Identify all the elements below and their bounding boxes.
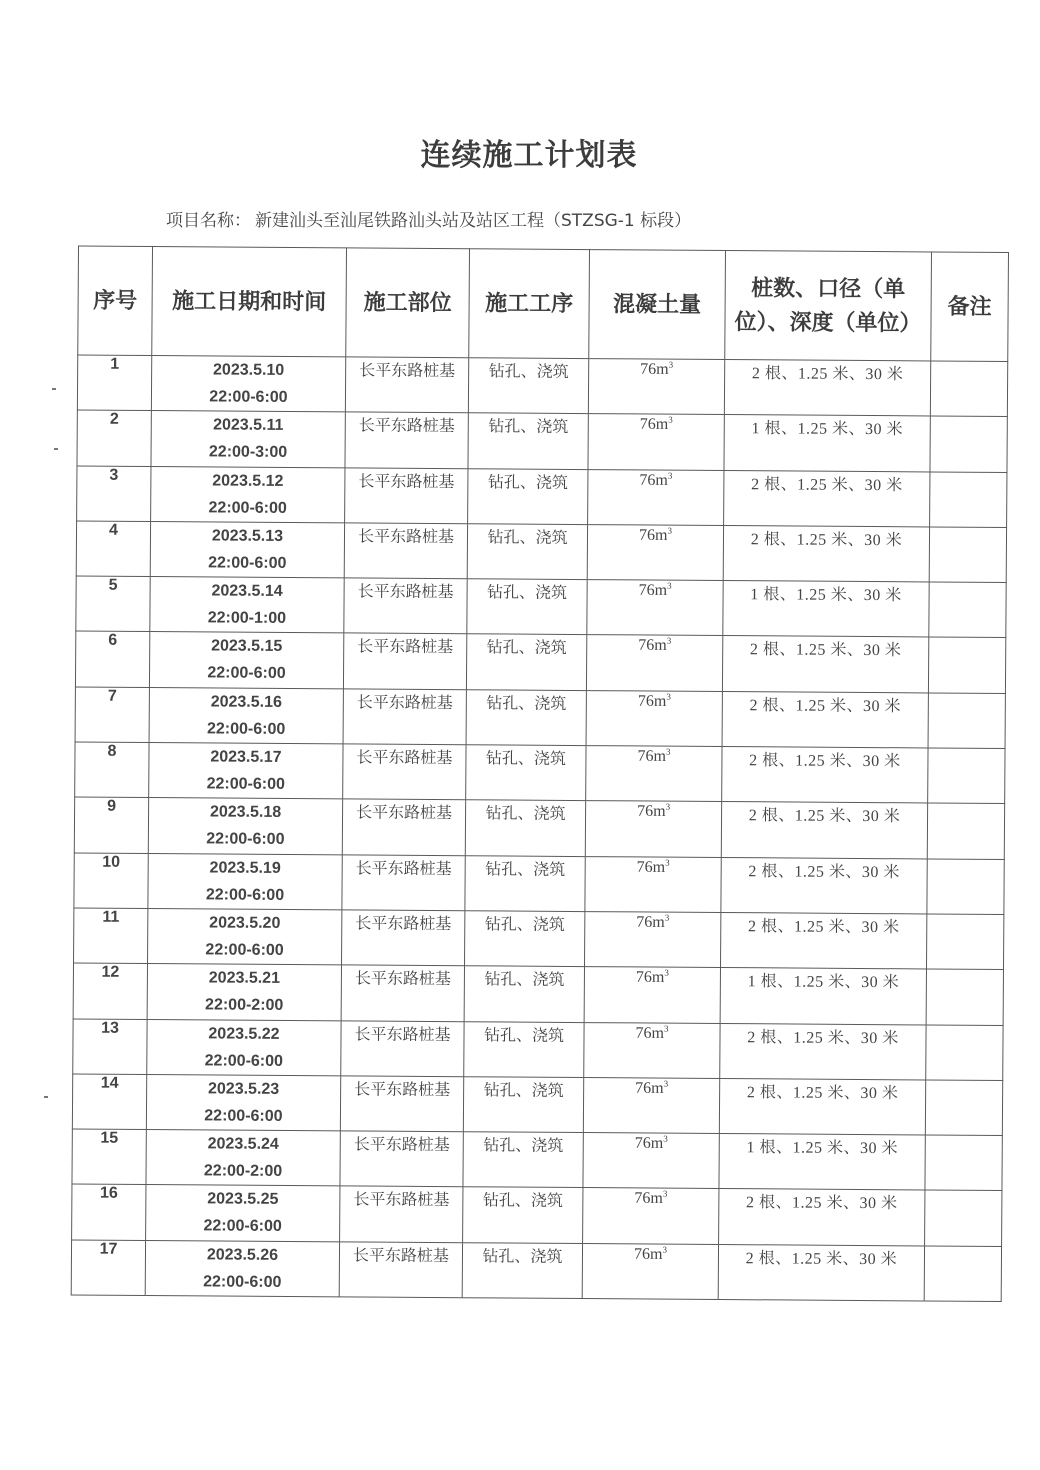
project-name-line [166, 206, 691, 231]
cell-remark [928, 637, 1005, 693]
cell-remark [925, 1135, 1002, 1191]
cell-pile-spec: 2 根、1.25 米、30 米 [719, 1078, 925, 1135]
cell-location: 长平东路桩基 [344, 578, 467, 634]
cell-concrete-volume [583, 1077, 719, 1133]
table-row [74, 853, 1004, 915]
page-title: 连续施工计划表 [420, 138, 638, 173]
cell-location: 长平东路桩基 [345, 467, 468, 523]
cell-process: 钻孔、浇筑 [464, 966, 584, 1022]
header-date-time: 施工日期和时间 [152, 247, 347, 357]
volume-unit-superscript: 3 [666, 636, 672, 647]
cell-date: 2023.5.21 [208, 969, 281, 988]
header-concrete-volume: 混凝土量 [589, 250, 726, 360]
cell-date-time [150, 577, 344, 634]
table-row [73, 1019, 1003, 1081]
cell-time: 22:00-2:00 [203, 1162, 283, 1181]
cell-concrete-volume [585, 856, 721, 912]
volume-unit-superscript: 3 [665, 746, 671, 757]
volume-unit-superscript: 3 [668, 359, 674, 370]
cell-location: 长平东路桩基 [342, 799, 465, 855]
cell-concrete-volume [583, 1188, 719, 1244]
cell-process: 钻孔、浇筑 [463, 1132, 583, 1188]
table-row [76, 576, 1006, 638]
volume-value: 76m [635, 969, 665, 987]
cell-location: 长平东路桩基 [345, 412, 468, 468]
cell-seq-no: 4 [76, 521, 150, 577]
cell-remark [927, 859, 1004, 915]
cell-pile-spec: 2 根、1.25 米、30 米 [720, 1023, 926, 1080]
cell-pile-spec: 2 根、1.25 米、30 米 [720, 912, 926, 969]
volume-value: 76m [638, 581, 668, 600]
cell-seq-no: 12 [73, 963, 147, 1019]
cell-time: 22:00-6:00 [204, 1051, 284, 1070]
scan-speck [52, 388, 56, 390]
cell-date: 2023.5.26 [206, 1246, 279, 1264]
cell-concrete-volume [588, 469, 724, 525]
table-row [75, 631, 1005, 693]
volume-value: 76m [637, 803, 666, 821]
table-row [75, 742, 1005, 804]
cell-date: 2023.5.20 [209, 914, 281, 932]
cell-process: 钻孔、浇筑 [465, 855, 585, 911]
construction-plan-table-container [71, 246, 1008, 1303]
cell-seq-no: 11 [74, 908, 148, 964]
cell-time: 22:00-6:00 [205, 886, 285, 904]
cell-date-time [146, 1185, 340, 1242]
volume-value: 76m [639, 416, 669, 434]
volume-value: 76m [635, 1024, 665, 1042]
cell-seq-no: 10 [74, 853, 148, 909]
cell-date-time [150, 521, 344, 578]
cell-concrete-volume [584, 967, 720, 1023]
table-row [74, 797, 1004, 859]
cell-process: 钻孔、浇筑 [466, 634, 586, 690]
cell-date-time [149, 743, 343, 800]
cell-time: 22:00-6:00 [205, 941, 284, 959]
volume-unit-superscript: 3 [667, 525, 673, 536]
cell-pile-spec: 2 根、1.25 米、30 米 [724, 360, 930, 417]
cell-remark [926, 969, 1003, 1025]
cell-date-time [146, 1074, 340, 1131]
volume-value: 76m [634, 1134, 664, 1153]
cell-remark [929, 582, 1006, 638]
volume-unit-superscript: 3 [663, 1078, 669, 1089]
cell-pile-spec: 1 根、1.25 米、30 米 [719, 1134, 925, 1191]
cell-seq-no: 13 [73, 1019, 147, 1075]
cell-time: 22:00-6:00 [204, 1107, 283, 1125]
cell-process: 钻孔、浇筑 [463, 1187, 583, 1243]
cell-concrete-volume [587, 580, 723, 636]
cell-pile-spec: 2 根、1.25 米、30 米 [719, 1189, 925, 1246]
cell-time: 22:00-1:00 [207, 609, 287, 628]
cell-process: 钻孔、浇筑 [466, 690, 586, 746]
cell-process: 钻孔、浇筑 [462, 1242, 582, 1298]
cell-location: 长平东路桩基 [344, 523, 467, 579]
cell-date: 2023.5.23 [207, 1080, 280, 1098]
volume-value: 76m [637, 692, 667, 710]
volume-unit-superscript: 3 [665, 801, 671, 813]
cell-time: 22:00-6:00 [208, 499, 287, 517]
cell-date: 2023.5.25 [207, 1190, 279, 1209]
volume-unit-superscript: 3 [662, 1189, 668, 1200]
cell-concrete-volume [588, 359, 724, 415]
table-body [71, 355, 1008, 1302]
volume-value: 76m [633, 1245, 663, 1263]
cell-time: 22:00-6:00 [206, 830, 285, 849]
volume-unit-superscript: 3 [662, 1244, 668, 1255]
cell-remark [928, 748, 1005, 804]
cell-date-time [148, 853, 342, 910]
cell-time: 22:00-6:00 [206, 775, 285, 794]
cell-remark [926, 1025, 1003, 1081]
cell-location: 长平东路桩基 [342, 855, 465, 911]
volume-value: 76m [640, 360, 669, 378]
table-header-row [78, 246, 1009, 361]
volume-value: 76m [639, 471, 668, 489]
cell-seq-no: 1 [77, 355, 151, 411]
volume-unit-superscript: 3 [664, 912, 670, 923]
cell-concrete-volume [584, 912, 720, 968]
cell-pile-spec: 2 根、1.25 米、30 米 [722, 691, 928, 748]
scan-speck [44, 1096, 48, 1098]
cell-time: 22:00-6:00 [209, 388, 288, 406]
cell-concrete-volume [582, 1243, 718, 1299]
cell-location: 长平东路桩基 [341, 965, 464, 1021]
cell-date: 2023.5.12 [212, 472, 284, 490]
cell-time: 22:00-6:00 [203, 1273, 282, 1291]
cell-time: 22:00-6:00 [206, 720, 286, 738]
cell-process: 钻孔、浇筑 [466, 745, 586, 801]
volume-value: 76m [636, 913, 665, 931]
cell-pile-spec: 2 根、1.25 米、30 米 [722, 747, 928, 804]
cell-date: 2023.5.14 [211, 582, 283, 601]
cell-pile-spec: 1 根、1.25 米、30 米 [720, 968, 926, 1025]
cell-seq-no: 9 [74, 797, 148, 853]
volume-value: 76m [637, 747, 666, 766]
cell-date-time [145, 1240, 339, 1297]
cell-concrete-volume [587, 524, 723, 580]
cell-pile-spec: 2 根、1.25 米、30 米 [724, 470, 930, 527]
cell-concrete-volume [586, 635, 722, 691]
cell-date-time [149, 632, 343, 689]
table-row [73, 963, 1003, 1025]
cell-time: 22:00-3:00 [208, 443, 288, 462]
volume-unit-superscript: 3 [663, 1133, 668, 1144]
table-row [74, 908, 1004, 970]
cell-date: 2023.5.11 [213, 416, 284, 435]
cell-remark [925, 1190, 1002, 1246]
cell-process: 钻孔、浇筑 [467, 579, 587, 635]
cell-date-time [148, 798, 342, 855]
table-row [71, 1240, 1001, 1302]
cell-location: 长平东路桩基 [342, 910, 465, 966]
cell-process: 钻孔、浇筑 [468, 413, 588, 469]
volume-value: 76m [635, 1079, 664, 1097]
cell-process: 钻孔、浇筑 [468, 468, 588, 524]
cell-time: 22:00-2:00 [205, 996, 284, 1015]
cell-remark [928, 693, 1005, 749]
volume-unit-superscript: 3 [668, 414, 673, 425]
header-pile-spec: 桩数、口径（单位）、深度（单位） [725, 251, 932, 361]
cell-pile-spec: 2 根、1.25 米、30 米 [721, 802, 927, 859]
cell-date-time [148, 908, 342, 965]
header-seq-no: 序号 [78, 246, 153, 356]
cell-process: 钻孔、浇筑 [465, 800, 585, 856]
cell-concrete-volume [586, 746, 722, 802]
cell-date: 2023.5.24 [207, 1135, 279, 1154]
cell-seq-no: 17 [71, 1240, 145, 1296]
cell-date: 2023.5.19 [209, 859, 281, 877]
cell-location: 长平东路桩基 [339, 1242, 462, 1298]
table-row [77, 410, 1007, 472]
cell-seq-no: 14 [72, 1074, 146, 1130]
scan-speck [54, 448, 58, 450]
cell-process: 钻孔、浇筑 [468, 358, 588, 414]
project-name: 新建汕头至汕尾铁路汕头站及站区工程（STZSG-1 标段） [255, 211, 692, 231]
cell-date-time [149, 687, 343, 744]
table-row [76, 521, 1006, 583]
cell-seq-no: 7 [75, 687, 149, 743]
cell-location: 长平东路桩基 [343, 689, 466, 745]
header-remark: 备注 [931, 252, 1009, 362]
table-row [75, 687, 1005, 749]
cell-concrete-volume [585, 801, 721, 857]
cell-concrete-volume [588, 414, 724, 470]
cell-process: 钻孔、浇筑 [465, 911, 585, 967]
volume-value: 76m [638, 526, 668, 544]
table-row [77, 355, 1007, 417]
cell-remark [925, 1080, 1002, 1136]
cell-date-time [147, 1019, 341, 1076]
table-row [72, 1074, 1002, 1136]
construction-plan-table [71, 246, 1009, 1303]
volume-unit-superscript: 3 [666, 691, 671, 702]
cell-concrete-volume [584, 1022, 720, 1078]
volume-value: 76m [636, 858, 666, 876]
cell-date: 2023.5.22 [208, 1024, 280, 1043]
cell-concrete-volume [586, 690, 722, 746]
cell-seq-no: 16 [72, 1184, 146, 1240]
volume-unit-superscript: 3 [667, 470, 673, 481]
cell-remark [930, 416, 1007, 472]
cell-date-time [151, 411, 345, 468]
cell-process: 钻孔、浇筑 [467, 524, 587, 580]
cell-process: 钻孔、浇筑 [463, 1077, 583, 1133]
cell-pile-spec: 2 根、1.25 米、30 米 [722, 636, 928, 693]
volume-value: 76m [634, 1190, 663, 1208]
cell-date-time [147, 964, 341, 1021]
cell-process: 钻孔、浇筑 [464, 1021, 584, 1077]
cell-remark [926, 914, 1003, 970]
cell-date: 2023.5.15 [211, 637, 283, 656]
cell-time: 22:00-6:00 [203, 1217, 282, 1236]
cell-seq-no: 6 [75, 631, 149, 687]
cell-date-time [151, 466, 345, 523]
header-process: 施工工序 [469, 249, 590, 359]
table-row [77, 466, 1007, 528]
cell-time: 22:00-6:00 [207, 664, 286, 683]
cell-remark [930, 361, 1007, 417]
cell-date: 2023.5.16 [210, 693, 282, 711]
cell-location: 长平东路桩基 [343, 633, 466, 689]
table-row [72, 1184, 1002, 1246]
cell-pile-spec: 2 根、1.25 米、30 米 [723, 525, 929, 582]
cell-seq-no: 2 [77, 410, 151, 466]
cell-time: 22:00-6:00 [208, 554, 287, 572]
cell-remark [927, 803, 1004, 859]
cell-seq-no: 15 [72, 1129, 146, 1185]
volume-unit-superscript: 3 [665, 857, 670, 868]
cell-location: 长平东路桩基 [340, 1131, 463, 1187]
cell-date-time [151, 356, 345, 413]
volume-unit-superscript: 3 [664, 967, 669, 978]
cell-seq-no: 5 [76, 576, 150, 632]
volume-unit-superscript: 3 [664, 1023, 669, 1034]
cell-location: 长平东路桩基 [341, 1020, 464, 1076]
cell-date: 2023.5.13 [211, 527, 284, 545]
cell-date: 2023.5.17 [210, 748, 282, 767]
cell-remark [930, 472, 1007, 528]
cell-pile-spec: 1 根、1.25 米、30 米 [723, 581, 929, 638]
header-location: 施工部位 [346, 248, 470, 358]
cell-location: 长平东路桩基 [340, 1186, 463, 1242]
volume-value: 76m [638, 637, 667, 655]
cell-pile-spec: 2 根、1.25 米、30 米 [721, 857, 927, 914]
table-row [72, 1129, 1002, 1191]
cell-location: 长平东路桩基 [345, 357, 468, 413]
cell-date: 2023.5.10 [213, 361, 285, 379]
cell-remark [929, 527, 1006, 583]
cell-pile-spec: 2 根、1.25 米、30 米 [718, 1244, 924, 1301]
volume-unit-superscript: 3 [667, 580, 672, 591]
cell-seq-no: 8 [75, 742, 149, 798]
cell-concrete-volume [583, 1133, 719, 1189]
cell-location: 长平东路桩基 [340, 1076, 463, 1132]
cell-date-time [146, 1130, 340, 1187]
cell-seq-no: 3 [77, 466, 151, 522]
cell-pile-spec: 1 根、1.25 米、30 米 [724, 415, 930, 472]
cell-location: 长平东路桩基 [343, 744, 466, 800]
cell-date: 2023.5.18 [209, 803, 282, 822]
project-label: 项目名称： [166, 211, 251, 231]
cell-remark [924, 1246, 1001, 1302]
